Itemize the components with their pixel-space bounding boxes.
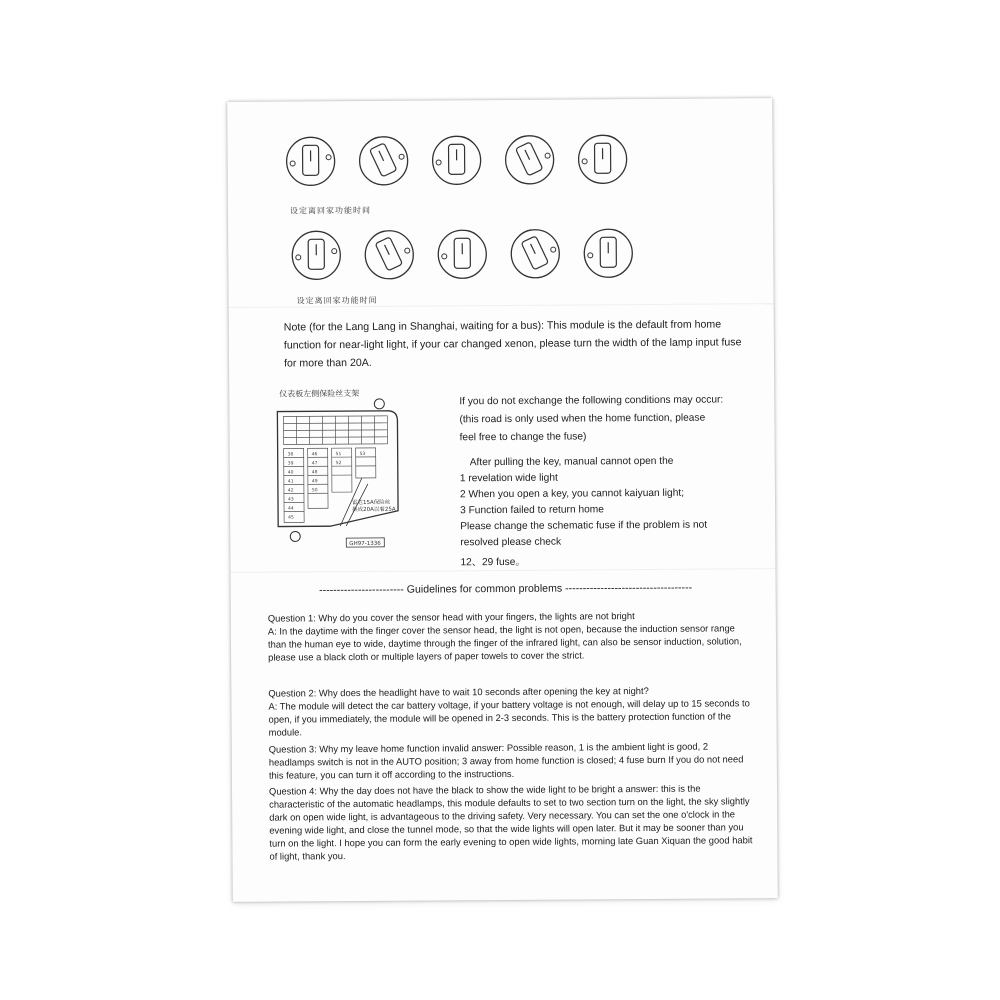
question-3: Question 3: Why my leave home function invalid answer: Possible reason, 1 is the ambient light is good, 2 headlamps switch is not in the AUTO position; 3 away from home function is closed; 4 fuse burn If you do not need this feature, you can turn it off according to the instructions.	[268, 740, 744, 781]
conditions-fuses: 12、29 fuse。	[460, 556, 526, 569]
fuse-diagram-title: 仪表板左侧保险丝支架	[279, 388, 360, 399]
headlight-switch-dial-icon	[361, 227, 417, 283]
conditions-please-1: Please change the schematic fuse if the problem is not	[460, 519, 708, 533]
note-paragraph: Note (for the Lang Lang in Shanghai, waiting for a bus): This module is the default from home function for near-light light, if your car changed xenon, please turn the width of the lamp input fuse for more than 20A.	[283, 318, 742, 370]
fuse-label: 52	[335, 461, 342, 467]
headlight-switch-dial-icon	[355, 133, 411, 189]
fuse-label: 50	[311, 488, 318, 494]
fuse-label: 49	[311, 479, 318, 485]
answer-1: A: In the daytime with the finger cover the sensor head, the light is not open, because the induction sensor range than the human eye to wide, daytime through the finger of the infrared light, can also be sensor induction, solution, please use a black cloth or multiple layers of paper towels to cover the strict.	[267, 622, 742, 663]
instruction-sheet	[227, 98, 778, 902]
fuse-label: 45	[288, 515, 294, 521]
condition-item-2: 2 When you open a key, you cannot kaiyuan light;	[459, 487, 685, 501]
fuse-box-diagram	[269, 386, 410, 557]
dial-caption: 设定离回家功能时间	[296, 295, 378, 306]
question-1: Question 1: Why do you cover the sensor head with your fingers, the lights are not bright	[267, 610, 635, 624]
fuse-label: 40	[287, 470, 294, 476]
headlight-switch-dial-icon	[507, 226, 563, 282]
fuse-callout-1: 雷危15A保险丝	[351, 499, 391, 507]
conditions-intro-2: (this road is only used when the home function, please	[459, 412, 706, 426]
headlight-switch-dial-icon	[501, 132, 557, 188]
fuse-box-drawing	[269, 386, 410, 557]
fuse-label: 51	[335, 452, 342, 458]
fuse-label: 48	[311, 470, 318, 476]
conditions-intro-3: feel free to change the fuse)	[459, 431, 587, 444]
question-2: Question 2: Why does the headlight have to wait 10 seconds after opening the key at night?	[268, 684, 649, 699]
conditions-after: After pulling the key, manual cannot open the	[469, 455, 674, 469]
conditions-intro: If you do not exchange the following conditions may occur:	[459, 394, 724, 408]
dial-caption: 设定离回家功能时间	[289, 205, 372, 216]
conditions-block	[459, 394, 759, 569]
headlight-switch-dial-icon	[574, 131, 630, 187]
fuse-label: 41	[287, 479, 294, 485]
headlight-switch-dial-icon	[428, 132, 484, 188]
question-4: Question 4: Why the day does not have the black to show the wide light to be bright a answer: this is the characteristic of the automatic headlamps, this module defaults to set to two section turn on the light, the sky slightly dark on open wide light, is advantageous to the driving safety. Very necessary. You can set the one o'clock in the evening wide light, and close the tunnel mode, so that the wide lights will open later. But it may be sooner than you turn on the light. I hope you can form the early evening to open wide lights, morning late Guan Xiquan the good habit of light, thank you.	[268, 782, 753, 862]
fuse-label: 42	[287, 488, 294, 494]
guidelines-heading: ------------------------ Guidelines for common problems ------------------------------------	[319, 581, 693, 597]
part-number: GH97-1336	[349, 540, 381, 548]
fuse-label: 39	[287, 461, 294, 467]
headlight-switch-dial-icon	[288, 227, 344, 283]
headlight-switch-dial-icon	[434, 226, 490, 282]
headlight-switch-dial-icon	[282, 133, 338, 189]
condition-item-1: 1 revelation wide light	[459, 472, 558, 485]
fuse-label: 47	[311, 461, 318, 467]
condition-item-3: 3 Function failed to return home	[460, 504, 604, 517]
fuse-label: 43	[287, 497, 294, 503]
fuse-label: 53	[359, 451, 366, 457]
fold-line	[230, 568, 775, 573]
fuse-label: 46	[311, 452, 318, 458]
fuse-label: 44	[288, 506, 294, 512]
fuse-callout-2: 换成20A以着25A	[352, 506, 396, 514]
conditions-please-2: resolved please check	[460, 536, 562, 549]
answer-2: A: The module will detect the car battery voltage, if your battery voltage is not enough, will delay up to 15 seconds to open, if you immediately, the module will be opened in 2-3 seconds. This is the battery protection function of the module.	[268, 697, 750, 738]
fuse-label: 38	[287, 452, 294, 458]
headlight-switch-dial-icon	[580, 225, 636, 281]
